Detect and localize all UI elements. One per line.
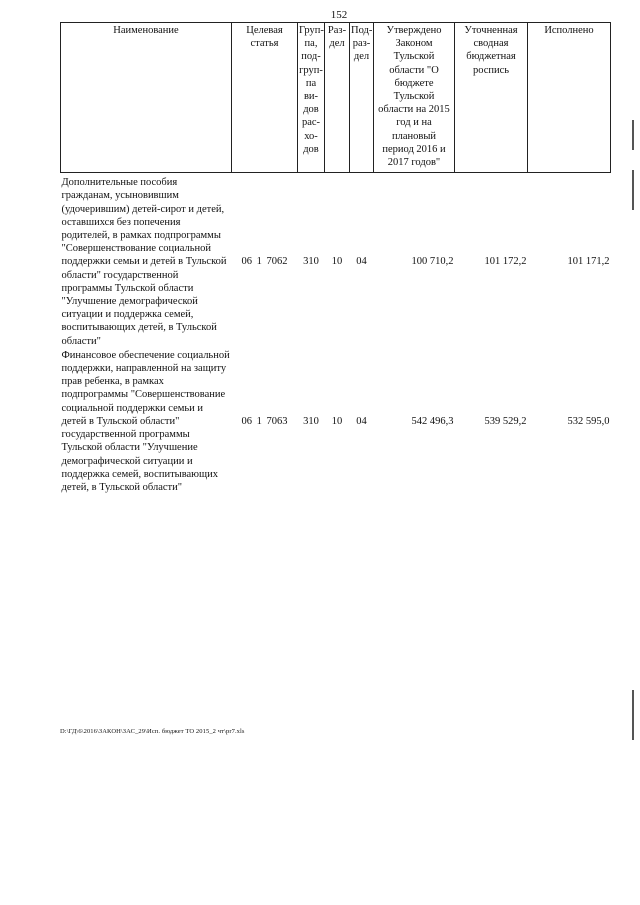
table-row xyxy=(61,348,611,494)
row-subsection: 04 xyxy=(356,256,367,268)
budget-table xyxy=(60,22,611,494)
row-executed: 532 595,0 xyxy=(567,415,610,427)
header-refined: Уточненная сводная бюджетная роспись xyxy=(455,23,528,173)
row-approved: 542 496,3 xyxy=(411,415,454,427)
table-header-row xyxy=(61,23,611,173)
header-target-article: Целевая статья xyxy=(232,23,298,173)
scan-edge-mark xyxy=(632,690,634,740)
page-number: 152 xyxy=(330,9,348,21)
row-section: 10 xyxy=(331,415,343,427)
file-path-footer: D:\ГД\6\2016\ЗАКОН\ЗАС_29\Исп. бюджет ТО 2015_2 чт\pr7.xls xyxy=(60,728,245,735)
row-target-article: 06 1 7063 xyxy=(241,415,288,427)
header-section: Раз-дел xyxy=(325,23,350,173)
row-executed: 101 171,2 xyxy=(567,256,610,268)
table-row xyxy=(61,173,611,348)
row-expense-group: 310 xyxy=(303,256,319,268)
header-subsection: Под-раз-дел xyxy=(350,23,374,173)
row-expense-group: 310 xyxy=(303,415,319,427)
row-section: 10 xyxy=(331,256,343,268)
row-target-article: 06 1 7062 xyxy=(241,256,288,268)
scan-edge-mark xyxy=(632,120,634,150)
header-executed: Исполнено xyxy=(528,23,611,173)
row-approved: 100 710,2 xyxy=(411,256,454,268)
header-approved: Утверждено Законом Тульской области "О бюджете Тульской области на 2015 год и на плановый период 2016 и 2017 годов" xyxy=(374,23,455,173)
scan-edge-mark xyxy=(632,170,634,210)
row-name: Финансовое обеспечение социальной поддержки, направленной на защиту прав ребенка, в рамках подпрограммы "Совершенствование социальной поддержки семьи и детей в Тульской области" государственной программы Тульской области "Улучшение демографической ситуации и поддержка семей, воспитывающих детей, в Тульской области" xyxy=(61,349,230,493)
header-expense-group: Груп-па, под-груп-па ви-дов рас-хо-дов xyxy=(298,23,325,173)
row-refined: 539 529,2 xyxy=(484,415,527,427)
row-subsection: 04 xyxy=(356,415,367,427)
row-name: Дополнительные пособия гражданам, усыновившим (удочерившим) детей-сирот и детей, оставшихся без попечения родителей, в рамках подпрограммы "Совершенствование социальной поддержки семьи и детей в Тульской области" государственной программы Тульской области "Улучшение демографической ситуации и поддержка семей, воспитывающих детей, в Тульской области" xyxy=(61,177,227,347)
row-refined: 101 172,2 xyxy=(484,256,527,268)
header-name: Наименование xyxy=(61,23,232,173)
